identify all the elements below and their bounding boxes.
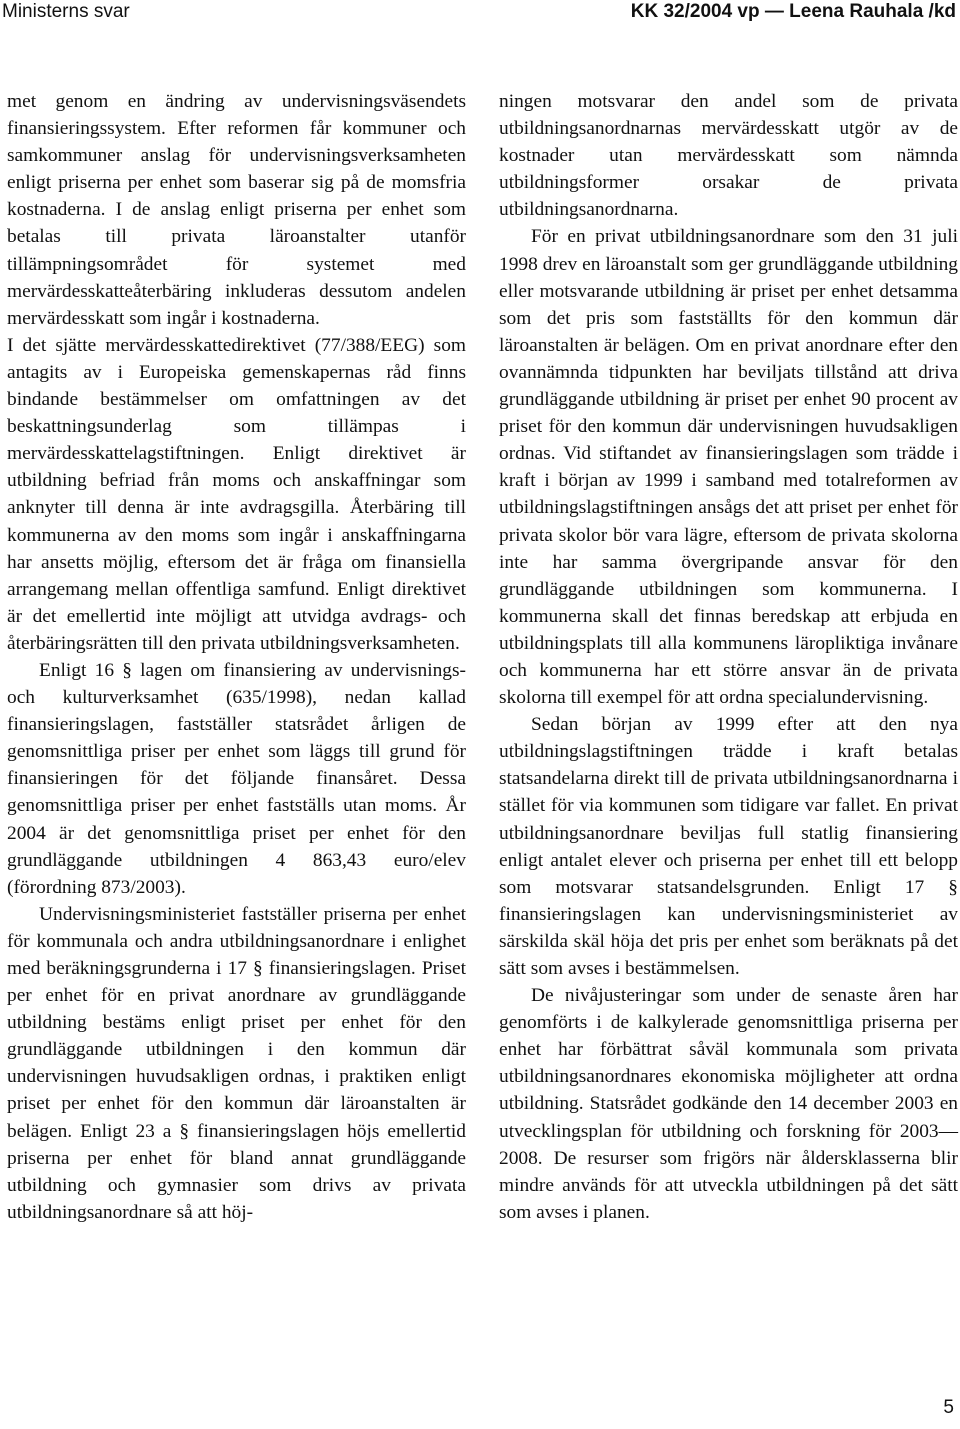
paragraph: met genom en ändring av undervisningsväsendets finansieringssystem. Efter reformen får kommuner och samkommuner anslag för undervisningsverksamheten enligt priserna per enhet som baserar sig på de momsfria kostnaderna. I de anslag enligt priserna per enhet som betalas till privata läroanstalter utanför tillämpningsområdet för systemet med mervärdesskatteåterbäring inkluderas dessutom andelen mervärdesskatt som ingår i kostnaderna.	[7, 91, 466, 329]
paragraph: För en privat utbildningsanordnare som den 31 juli 1998 drev en läroanstalt som ger grundläggande utbildning eller motsvarande utbildning är priset per enhet detsamma som det pris som fastställts för den kommun där läroanstalten är belägen. Om en privat anordnare efter den ovannämnda tidpunkten har beviljats tillstånd att driva grundläggande utbildning är priset per enhet 90 procent av priset för den kommun där undervisningen huvudsakligen ordnas. Vid stiftandet av finansieringslagen som trädde i kraft i början av 1999 i samband med totalreformen av utbildningslagstiftningen ansågs det att priset per enhet för privata skolor bör vara lägre, eftersom de privata skolorna inte har samma övergripande ansvar för den grundläggande utbildningen som kommunerna. I kommunerna skall det finnas beredskap att erbjuda en utbildningsplats till alla kommunens läropliktiga invånare och kommunerna har ett större ansvar än de privata skolorna till exempel för att ordna specialundervisning.	[499, 226, 958, 709]
page-header	[0, 0, 960, 26]
paragraph: Undervisningsministeriet fastställer priserna per enhet för kommunala och andra utbildningsanordnare i enlighet med beräkningsgrunderna i 17 § finansieringslagen. Priset per enhet för en privat anordnare av grundläggande utbildning bestäms enligt priset per enhet för den grundläggande utbildningen i den kommun där undervisningen huvudsakligen ordnas, i praktiken enligt priset per enhet för den kommun där läroanstalten är belägen. Enligt 23 a § finansieringslagen höjs emellertid priserna per enhet för bland annat grundläggande utbildning och gymnasier som drivs av privata utbildningsanordnare så att höj-	[7, 903, 466, 1223]
paragraph: ningen motsvarar den andel som de privata utbildningsanordnarnas mervärdesskatt utgör av de kostnader utan mervärdesskatt som nämnda utbildningsformer orsakar de privata utbildningsanordnarna.	[499, 91, 958, 221]
header-ministry-reply: Ministerns svar	[2, 1, 130, 22]
paragraph: Sedan början av 1999 efter att den nya utbildningslagstiftningen trädde i kraft betalas statsandelarna direkt till de privata utbildningsanordnarna i stället för via kommunen som tidigare var fallet. En privat utbildningsanordnare beviljas full statlig finansiering enligt antalet elever och priserna per enhet till ett belopp som motsvarar statsandelsgrunden. Enligt 17 § finansieringslagen kan undervisningsministeriet av särskilda skäl höja det pris per enhet som beräknats på det sätt som avses i bestämmelsen.	[499, 714, 958, 979]
header-question-reference: KK 32/2004 vp — Leena Rauhala /kd	[630, 1, 956, 22]
left-text-column	[7, 88, 466, 1226]
paragraph: De nivåjusteringar som under de senaste åren har genomförts i de kalkylerade genomsnittliga priserna per enhet har förbättrat såväl kommunala som privata utbildningsanordnares ekonomiska möjligheter att ordna utbildning. Statsrådet godkände den 14 december 2003 en utvecklingsplan för utbildning och forskning för 2003—2008. De resurser som frigörs när åldersklasserna blir mindre används för att utveckla utbildningen på det sätt som avses i planen.	[499, 985, 958, 1223]
paragraph: Enligt 16 § lagen om finansiering av undervisnings- och kulturverksamhet (635/1998), nedan kallad finansieringslagen, fastställer statsrådet årligen de genomsnittliga priser per enhet som läggs till grund för finansieringen för det följande finansåret. Dessa genomsnittliga priser per enhet fastställs utan moms. År 2004 är det genomsnittliga priset per enhet för den grundläggande utbildningen 4 863,43 euro/elev (förordning 873/2003).	[7, 659, 466, 898]
right-text-column	[499, 88, 958, 1226]
page-number: 5	[943, 1397, 954, 1418]
paragraph: I det sjätte mervärdesskattedirektivet (77/388/EEG) som antagits av i Europeiska gemenskapernas råd finns bindande bestämmelser om omfattningen av det beskattningsunderlag som tillämpas i mervärdesskattelagstiftningen. Enligt direktivet är utbildning befriad från moms och anskaffningar som anknyter till denna är inte avdragsgilla. Återbäring till kommunerna av den moms som ingår i anskaffningarna har ansetts möjlig, eftersom det är fråga om finansiella arrangemang mellan offentliga samfund. Enligt direktivet är det emellertid inte möjligt att utvidga avdrags- och återbäringsrätten till den privata utbildningsverksamheten.	[7, 334, 466, 654]
